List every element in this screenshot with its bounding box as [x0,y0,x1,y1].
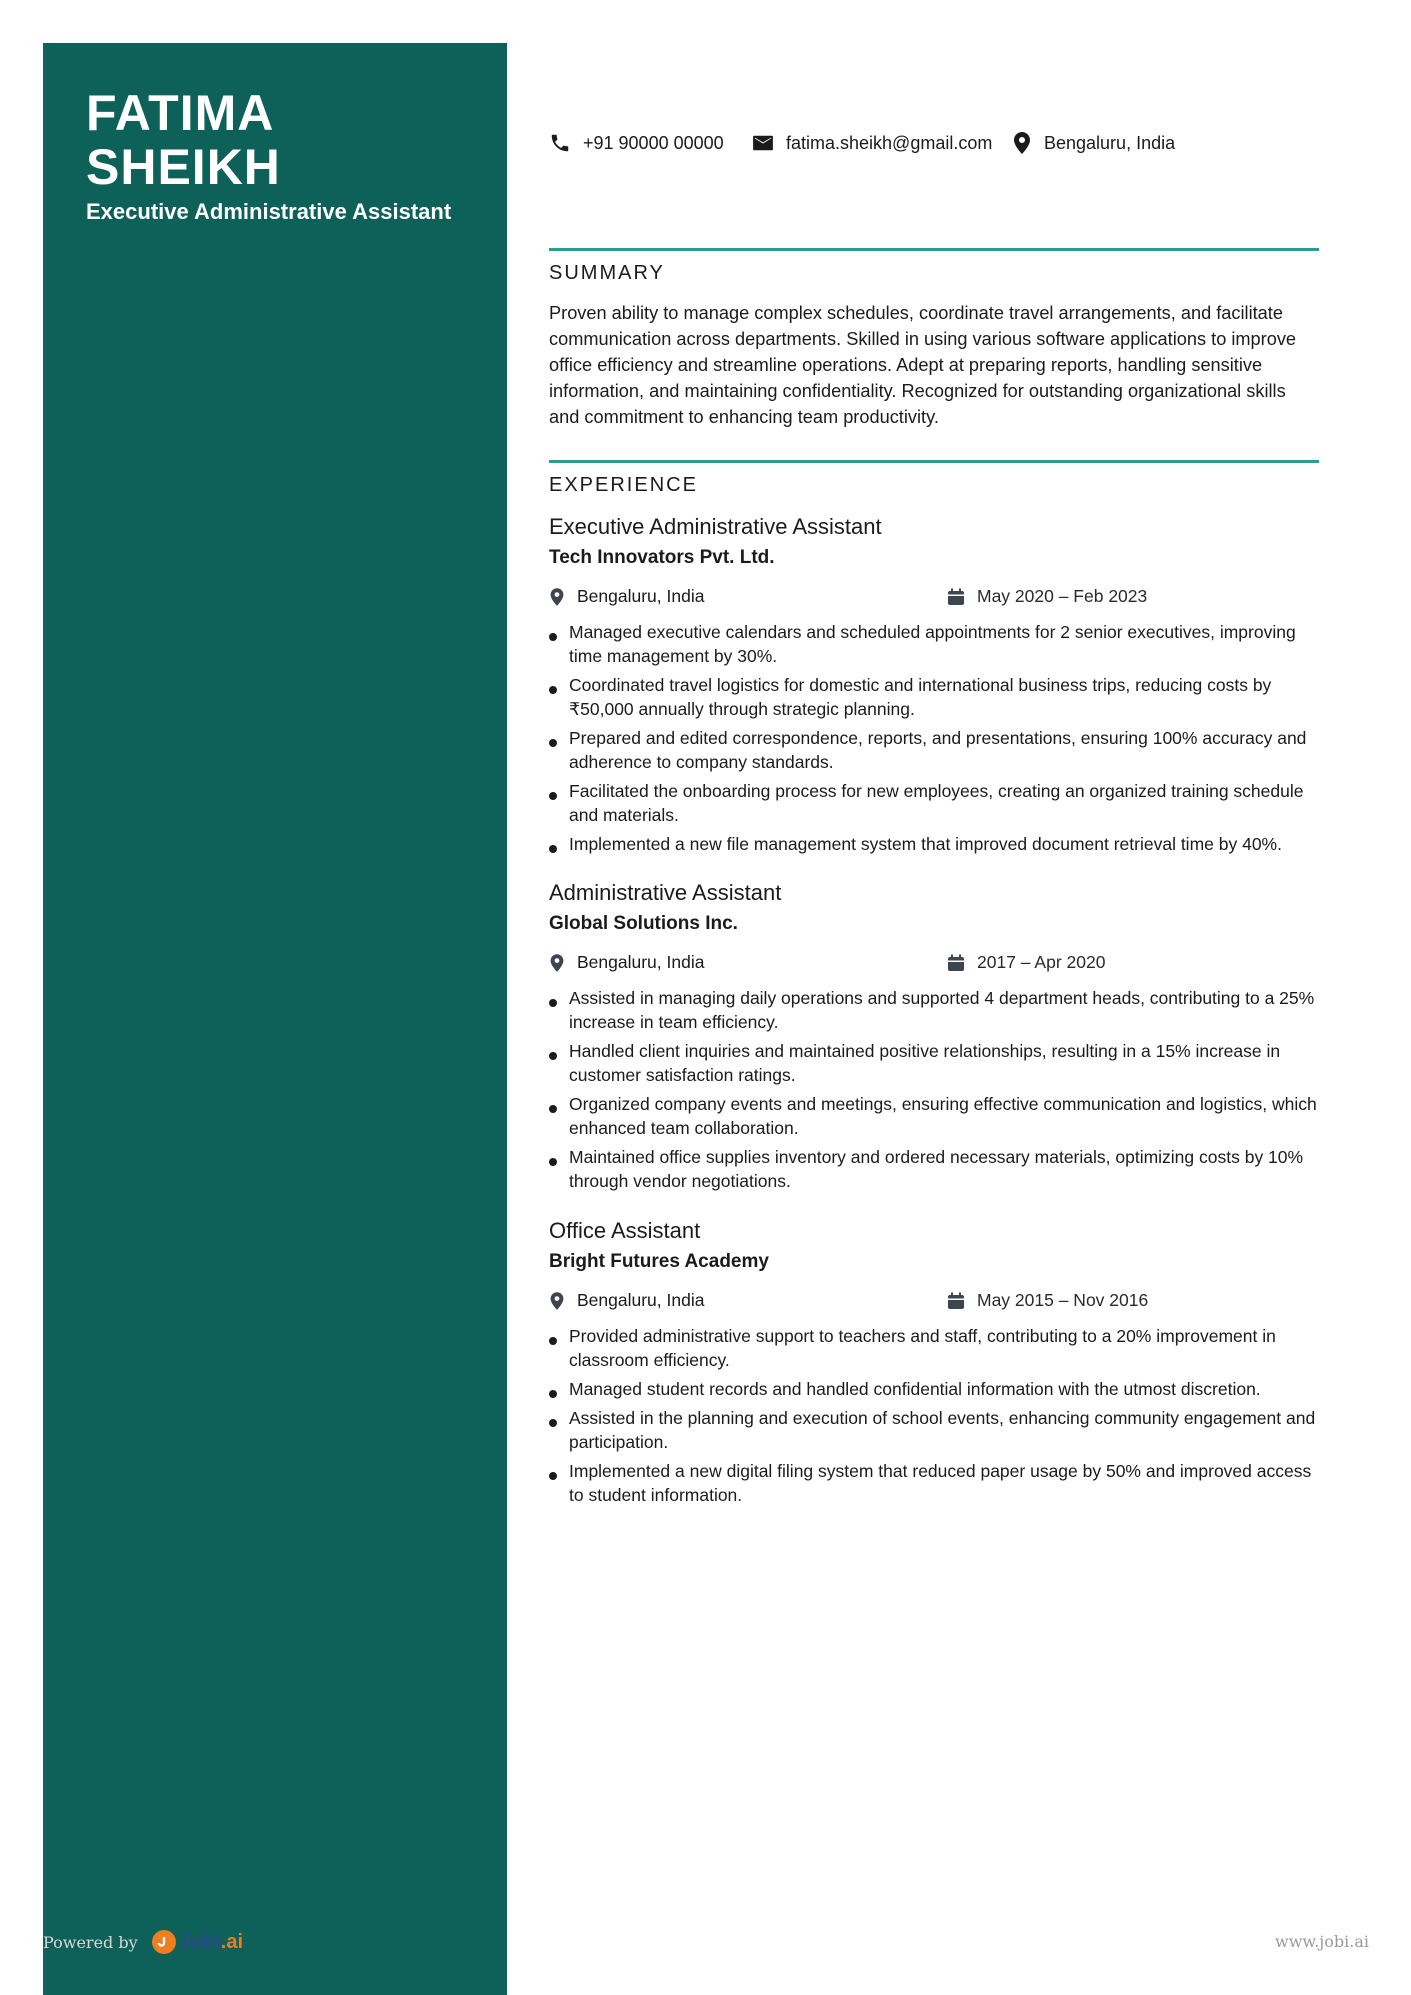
bullet-icon [549,686,557,694]
job-bullets [549,620,1319,856]
experience-divider [549,460,1319,463]
job-bullets [549,1324,1319,1507]
contact-phone[interactable] [549,128,724,158]
job-dates: May 2020 – Feb 2023 [947,586,1147,607]
list-item: Assisted in the planning and execution of school events, enhancing community engagement and participation. [549,1406,1319,1454]
experience-heading: EXPERIENCE [549,474,698,496]
bullet-icon [549,1158,557,1166]
sidebar [43,43,507,1995]
bullet-icon [549,1337,557,1345]
list-item: Facilitated the onboarding process for new employees, creating an organized training schedule and materials. [549,779,1319,827]
bullet-icon [549,1419,557,1427]
bullet-icon [549,1105,557,1113]
bullet-icon [549,845,557,853]
job-entry [549,878,1319,1198]
bullet-icon [549,1390,557,1398]
bullet-icon [549,792,557,800]
job-location: Bengaluru, India [549,1290,704,1311]
list-item: Maintained office supplies inventory and ordered necessary materials, optimizing costs by 10% through vendor negotiations. [549,1145,1319,1193]
phone-text: +91 90000 00000 [583,132,724,153]
list-item: Assisted in managing daily operations and supported 4 department heads, contributing to a 25% increase in team efficiency. [549,986,1319,1034]
list-item: Handled client inquiries and maintained positive relationships, resulting in a 15% increase in customer satisfaction ratings. [549,1039,1319,1087]
location-pin-icon [549,587,565,607]
job-location: Bengaluru, India [549,586,704,607]
job-title: Administrative Assistant [549,880,782,905]
job-title: Executive Administrative Assistant [549,514,882,539]
job-bullets [549,986,1319,1193]
list-item: Managed executive calendars and scheduled appointments for 2 senior executives, improving time management by 30%. [549,620,1319,668]
job-entry [549,1216,1319,1512]
bullet-icon [549,739,557,747]
list-item: Implemented a new file management system that improved document retrieval time by 40%. [549,832,1319,856]
mail-icon [752,134,774,152]
contact-email[interactable] [752,128,992,158]
candidate-name [86,86,486,194]
job-meta [549,952,1319,978]
job-dates: 2017 – Apr 2020 [947,952,1105,973]
job-title: Office Assistant [549,1218,701,1243]
job-dates: May 2015 – Nov 2016 [947,1290,1148,1311]
list-item: Coordinated travel logistics for domestic and international business trips, reducing costs by ₹50,000 annually through strategic planning. [549,673,1319,721]
bullet-icon [549,633,557,641]
jobi-logo-text: Jobi.ai [179,1930,244,1953]
list-item: Implemented a new digital filing system that reduced paper usage by 50% and improved access to student information. [549,1459,1319,1507]
candidate-title: Executive Administrative Assistant [86,199,452,224]
job-meta [549,1290,1319,1316]
name-first: FATIMA [86,85,275,141]
company-name: Global Solutions Inc. [549,913,738,934]
calendar-icon [947,954,965,972]
company-name: Tech Innovators Pvt. Ltd. [549,547,775,568]
calendar-icon [947,588,965,606]
summary-divider [549,248,1319,251]
powered-by-text: Powered by [43,1932,138,1952]
bullet-icon [549,1472,557,1480]
phone-icon [549,132,571,154]
bullet-icon [549,999,557,1007]
list-item: Prepared and edited correspondence, reports, and presentations, ensuring 100% accuracy and adherence to company standards. [549,726,1319,774]
list-item: Organized company events and meetings, ensuring effective communication and logistics, which enhanced team collaboration. [549,1092,1319,1140]
summary-heading: SUMMARY [549,262,665,284]
company-name: Bright Futures Academy [549,1251,769,1272]
location-pin-icon [549,953,565,973]
jobi-logo-icon [152,1930,176,1954]
list-item: Provided administrative support to teachers and staff, contributing to a 20% improvement in classroom efficiency. [549,1324,1319,1372]
name-last: SHEIKH [86,139,281,195]
job-location: Bengaluru, India [549,952,704,973]
list-item: Managed student records and handled confidential information with the utmost discretion. [549,1377,1319,1401]
bullet-icon [549,1052,557,1060]
contact-location [1012,128,1175,158]
location-pin-icon [549,1291,565,1311]
job-entry [549,512,1319,861]
summary-text: Proven ability to manage complex schedules, coordinate travel arrangements, and facilitate communication across departments. Skilled in using various software applications to improve office efficiency and streamline operations. Adept at preparing reports, handling sensitive information, and maintaining confidentiality. Recognized for outstanding organizational skills and commitment to enhancing team productivity. [549,303,1297,427]
email-text: fatima.sheikh@gmail.com [786,132,993,153]
location-text: Bengaluru, India [1044,132,1176,153]
powered-by[interactable] [43,1930,243,1954]
calendar-icon [947,1292,965,1310]
website-link[interactable]: www.jobi.ai [1275,1932,1369,1951]
location-pin-icon [1012,131,1032,155]
job-meta [549,586,1319,612]
